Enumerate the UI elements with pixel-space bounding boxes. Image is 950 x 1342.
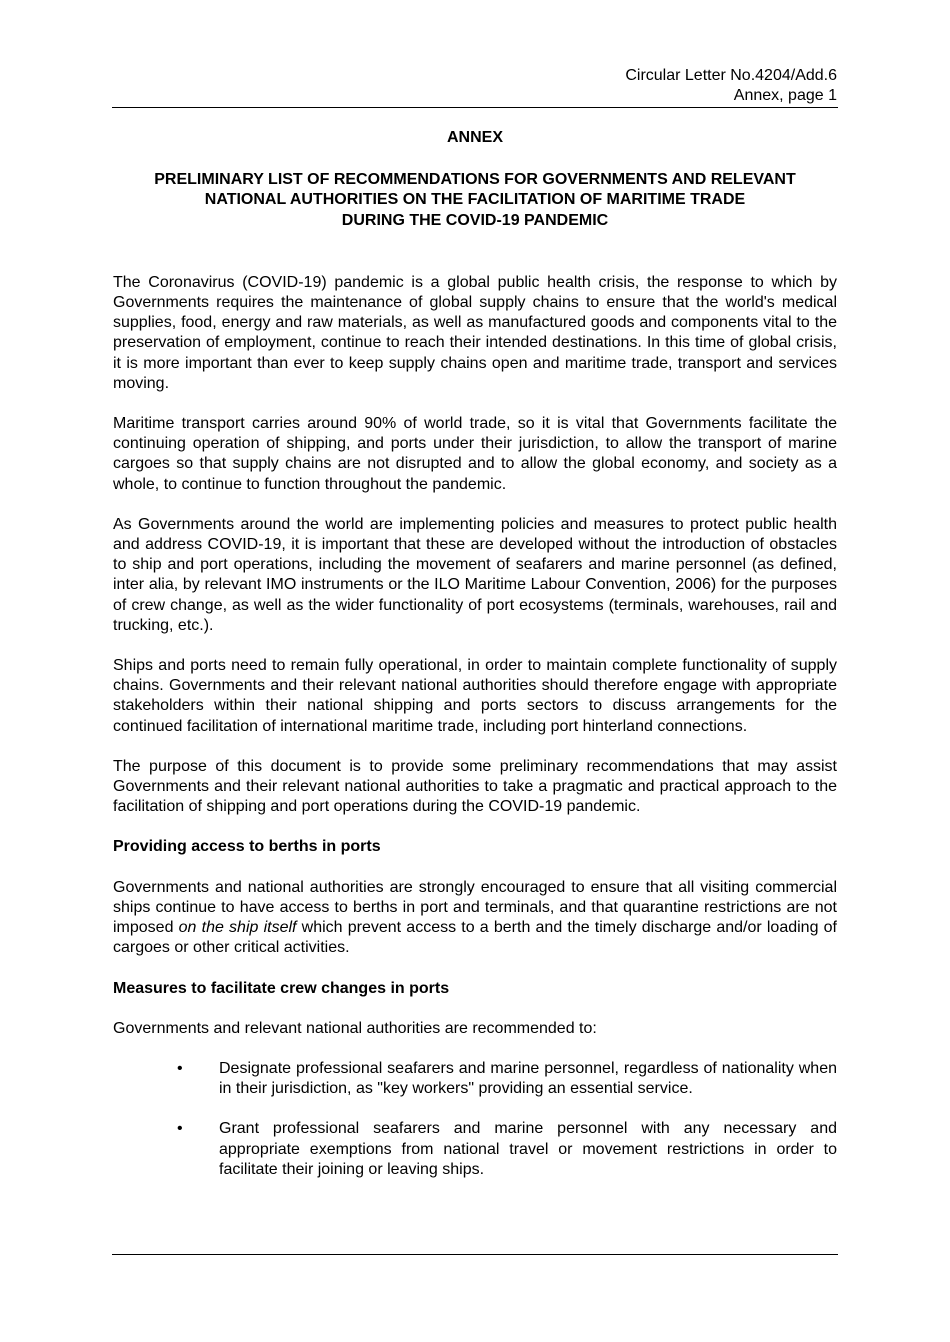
title-line-3: DURING THE COVID-19 PANDEMIC	[341, 211, 609, 229]
paragraph-ships-and-ports: Ships and ports need to remain fully operational, in order to maintain complete functionality of supply chains. Governments and their relevant national authorities should therefore engage with appropriate stakeholders within their national shipping and ports sectors to discuss arrangements for the continued facilitation of international maritime trade, including port hinterland connections.	[113, 657, 837, 735]
recommendation-list	[113, 1059, 837, 1180]
title-line-1: PRELIMINARY LIST OF RECOMMENDATIONS FOR GOVERNMENTS AND RELEVANT	[154, 171, 796, 189]
header-divider	[112, 107, 838, 108]
paragraph-covid-crisis: The Coronavirus (COVID-19) pandemic is a global public health crisis, the response to which by Governments requires the maintenance of global supply chains to ensure that the world's medical supplies, food, energy and raw materials, as well as manufactured goods and components vital to the preservation of employment, continue to reach their intended destinations. In this time of global crisis, it is more important than ever to keep supply chains open and maritime trade, transport and services moving.	[113, 273, 837, 392]
annex-label: ANNEX	[446, 129, 503, 146]
bullet-icon: •	[177, 1059, 183, 1077]
list-item	[113, 1119, 837, 1180]
list-item-text: Designate professional seafarers and marine personnel, regardless of nationality when in their jurisdiction, as "key workers" providing an essential service.	[219, 1059, 837, 1098]
document-title	[113, 170, 837, 231]
letter-reference: Circular Letter No.4204/Add.6	[625, 67, 837, 84]
footer-divider	[112, 1254, 838, 1255]
berths-text-after: which prevent access to a berth and the timely discharge and/or loading of cargoes or other critical activities.	[113, 919, 837, 957]
heading-crew-changes: Measures to facilitate crew changes in ports	[113, 979, 450, 997]
bullet-icon: •	[177, 1120, 183, 1138]
title-line-2: NATIONAL AUTHORITIES ON THE FACILITATION OF MARITIME TRADE	[204, 191, 746, 209]
paragraph-maritime-transport: Maritime transport carries around 90% of world trade, so it is vital that Governments facilitate the continuing operation of shipping, and ports under their jurisdiction, to allow the transport of marine cargoes so that supply chains are not disrupted and to allow the global economy, and society as a whole, to continue to function throughout the pandemic.	[113, 415, 837, 493]
paragraph-crew-intro: Governments and relevant national authorities are recommended to:	[113, 1019, 597, 1037]
document-body	[113, 128, 837, 1180]
page-reference: Annex, page 1	[733, 87, 837, 104]
paragraph-access-to-berths	[113, 878, 837, 959]
berths-text-before: Governments and national authorities are strongly encouraged to ensure that all visiting commercial ships continue to have access to berths in port and terminals, and that quarantine restrictions are not imposed	[113, 878, 837, 937]
list-item-text: Grant professional seafarers and marine personnel with any necessary and appropriate exemptions from national travel or movement restrictions in order to facilitate their joining or leaving ships.	[219, 1120, 837, 1178]
page-header	[625, 66, 837, 106]
paragraph-government-policies: As Governments around the world are implementing policies and measures to protect public health and address COVID-19, it is important that these are developed without the introduction of obstacles to ship and port operations, including the movement of seafarers and marine personnel (as defined, inter alia, by relevant IMO instruments or the ILO Maritime Labour Convention, 2006) for the purposes of crew change, as well as the wider functionality of port ecosystems (terminals, warehouses, rail and trucking, etc.).	[113, 515, 837, 634]
list-item	[113, 1059, 837, 1099]
berths-text-italic: on the ship itself	[178, 919, 297, 937]
paragraph-document-purpose: The purpose of this document is to provide some preliminary recommendations that may assist Governments and their relevant national authorities to take a pragmatic and practical approach to the facilitation of shipping and port operations during the COVID-19 pandemic.	[113, 757, 837, 816]
heading-access-to-berths: Providing access to berths in ports	[113, 838, 381, 856]
